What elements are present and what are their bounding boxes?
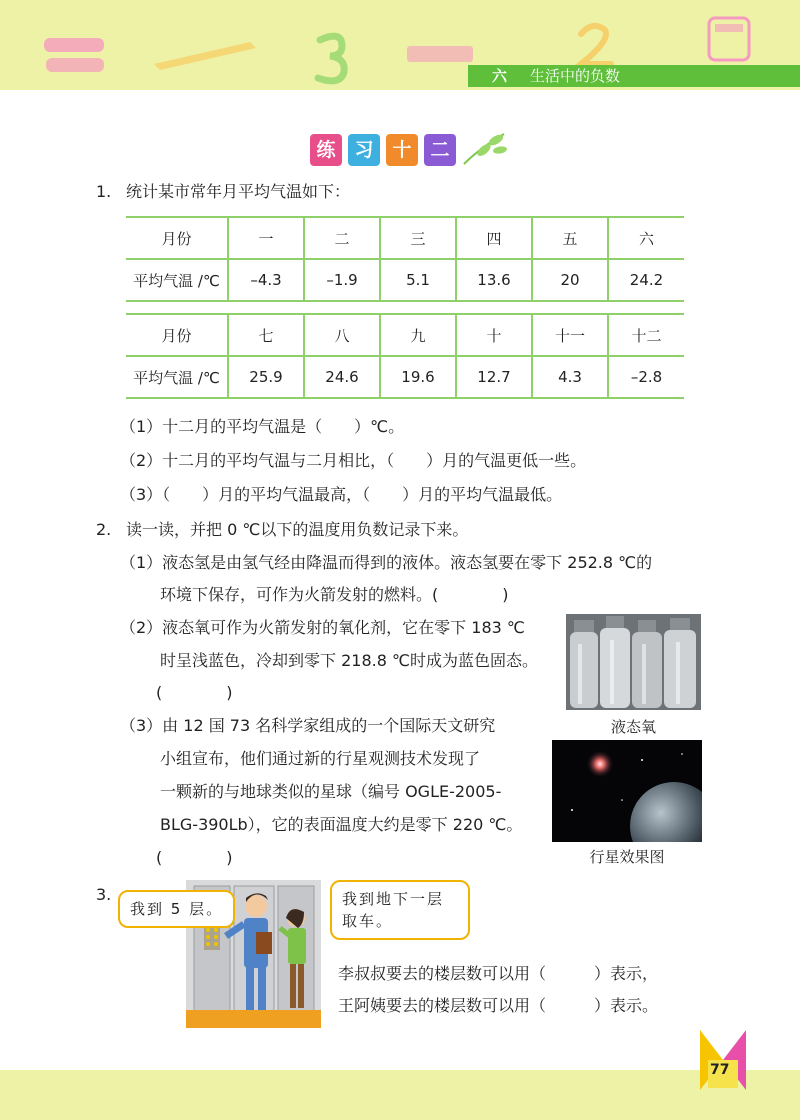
- title-char: 习: [348, 134, 380, 166]
- question-prompt: 读一读，并把 0 ℃以下的温度用负数记录下来。: [126, 520, 469, 539]
- page-number: 77: [710, 1062, 730, 1078]
- table-header-month: 月份: [126, 217, 228, 259]
- table-row: [126, 259, 684, 301]
- question-prompt: 统计某市常年月平均气温如下：: [126, 182, 351, 201]
- table-cell-temp: 5.1: [380, 259, 456, 301]
- reading-item: 环境下保存，可作为火箭发射的燃料。( ): [160, 585, 509, 604]
- table-cell-temp: 25.9: [228, 356, 304, 398]
- title-char: 练: [310, 134, 342, 166]
- bookmark-shape-icon: [700, 1030, 746, 1090]
- speech-bubble-left: [118, 890, 235, 928]
- reading-item: 一颗新的与地球类似的星球（编号 OGLE-2005-: [160, 782, 502, 801]
- table-cell-month: 四: [456, 217, 532, 259]
- table-cell-temp: 13.6: [456, 259, 532, 301]
- reading-item: 时呈浅蓝色，冷却到零下 218.8 ℃时成为蓝色固态。: [160, 651, 538, 670]
- table-cell-temp: –4.3: [228, 259, 304, 301]
- question-number: 1.: [96, 182, 112, 201]
- table-header-temp: 平均气温 /℃: [133, 271, 220, 290]
- table-cell-temp: 24.2: [608, 259, 684, 301]
- table-cell-temp: 20: [532, 259, 608, 301]
- temperature-table-1: [126, 216, 684, 302]
- answer-blank: ( ): [156, 848, 233, 867]
- page-number-badge: [700, 1030, 746, 1090]
- temperature-table-2: [126, 313, 684, 399]
- planet-illustration: [552, 740, 702, 842]
- chapter-title: 生活中的负数: [530, 67, 621, 85]
- reading-item: （1）液态氢是由氢气经由降温而得到的液体。液态氢要在零下 252.8 ℃的: [120, 553, 653, 572]
- table-cell-temp: 4.3: [532, 356, 608, 398]
- title-char: 十: [386, 134, 418, 166]
- bubble-text: 取车。: [342, 912, 394, 930]
- table-cell-temp: –1.9: [304, 259, 380, 301]
- table-cell-temp: 19.6: [380, 356, 456, 398]
- table-cell-month: 二: [304, 217, 380, 259]
- ruler-doodle-icon: [40, 30, 110, 80]
- sub-question: （1）十二月的平均气温是（ ）℃。: [120, 417, 405, 436]
- table-cell-temp: –2.8: [608, 356, 684, 398]
- table-header-month: 月份: [126, 314, 228, 356]
- answer-line: 王阿姨要去的楼层数可以用（ ）表示。: [338, 996, 659, 1015]
- table-cell-month: 十: [456, 314, 532, 356]
- title-char: 二: [424, 134, 456, 166]
- table-cell-month: 七: [228, 314, 304, 356]
- gas-cylinder-icon: [566, 614, 701, 710]
- reading-item: （2）液态氧可作为火箭发射的氧化剂，它在零下 183 ℃: [120, 618, 525, 637]
- planet-icon: [552, 740, 702, 842]
- answer-line: 李叔叔要去的楼层数可以用（ ）表示，: [338, 964, 659, 983]
- chapter-number: 六: [492, 67, 508, 85]
- leaf-decoration-icon: [460, 128, 510, 168]
- table-row: [126, 356, 684, 398]
- table-header-temp: 平均气温 /℃: [133, 368, 220, 387]
- photo-caption: 液态氧: [610, 718, 656, 736]
- table-cell-month: 一: [228, 217, 304, 259]
- chapter-bar: [468, 65, 800, 87]
- reading-item: 小组宣布，他们通过新的行星观测技术发现了: [160, 749, 481, 768]
- question-number: 3.: [96, 885, 112, 904]
- table-row: [126, 314, 684, 356]
- speech-bubble-right: [330, 880, 470, 940]
- liquid-oxygen-photo: [566, 614, 701, 710]
- sub-question: （3）（ ）月的平均气温最高，（ ）月的平均气温最低。: [120, 485, 563, 504]
- calculator-doodle-icon: [705, 14, 755, 64]
- footer-band: [0, 1070, 800, 1120]
- number-two-doodle-icon: [575, 20, 615, 70]
- question-number: 2.: [96, 520, 112, 539]
- bubble-text: 我到地下一层: [342, 890, 445, 908]
- bubble-text: 我到 5 层。: [130, 900, 224, 918]
- table-cell-month: 九: [380, 314, 456, 356]
- ruler-doodle-icon: [405, 40, 475, 70]
- table-cell-month: 十一: [532, 314, 608, 356]
- table-row: [126, 217, 684, 259]
- table-cell-temp: 24.6: [304, 356, 380, 398]
- table-cell-month: 八: [304, 314, 380, 356]
- table-cell-month: 十二: [608, 314, 684, 356]
- reading-item: BLG-390Lb），它的表面温度大约是零下 220 ℃。: [160, 815, 523, 834]
- pencil-doodle-icon: [150, 34, 260, 74]
- answer-blank: ( ): [156, 683, 233, 702]
- table-cell-month: 五: [532, 217, 608, 259]
- number-three-doodle-icon: [312, 30, 352, 86]
- table-cell-month: 六: [608, 217, 684, 259]
- sub-question: （2）十二月的平均气温与二月相比，（ ）月的气温更低一些。: [120, 451, 587, 470]
- photo-caption: 行星效果图: [589, 848, 665, 866]
- header-band: [0, 0, 800, 90]
- table-cell-temp: 12.7: [456, 356, 532, 398]
- table-cell-month: 三: [380, 217, 456, 259]
- reading-item: （3）由 12 国 73 名科学家组成的一个国际天文研究: [120, 716, 496, 735]
